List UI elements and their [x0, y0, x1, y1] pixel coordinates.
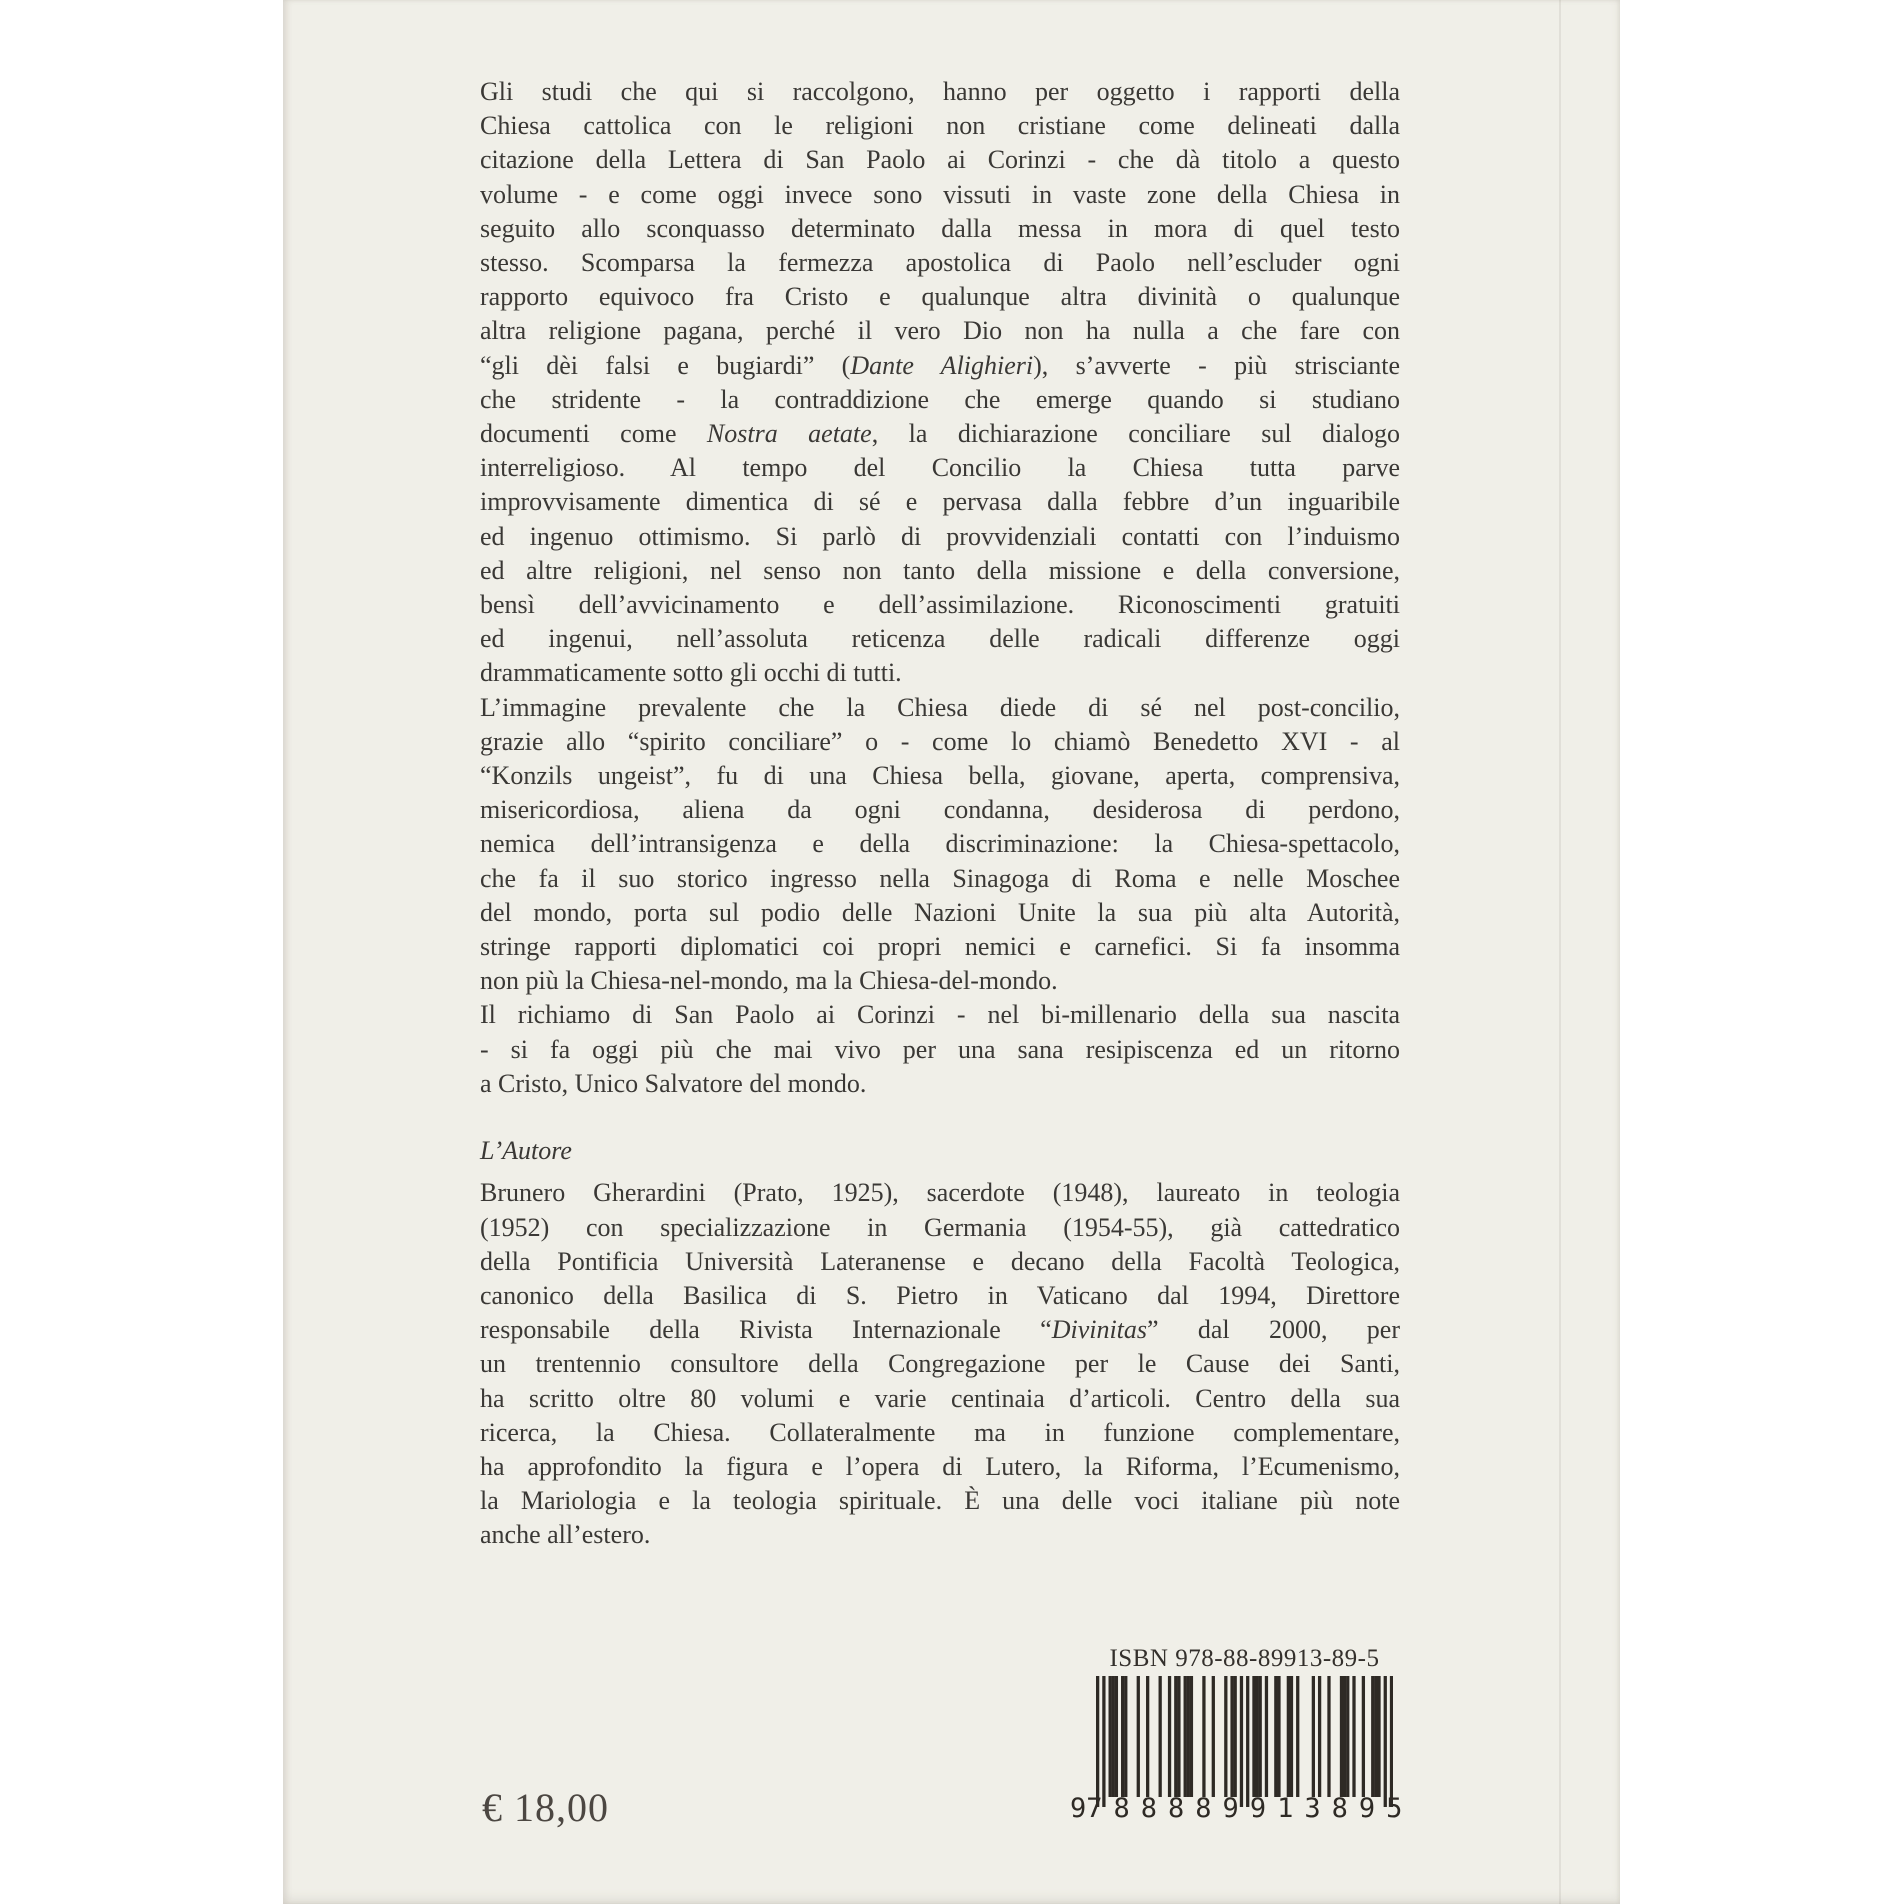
synopsis	[480, 75, 1400, 1101]
book-back-cover	[283, 0, 1620, 1904]
text-line: ed altre religioni, nel senso non tanto della missione e della conversione,	[480, 555, 1400, 585]
text-line: Il richiamo di San Paolo ai Corinzi - nel bi-millenario della sua nascita	[480, 1000, 1400, 1030]
text-line: drammaticamente sotto gli occhi di tutti.	[480, 658, 902, 688]
text-line: ha approfondito la figura e l’opera di Lutero, la Riforma, l’Ecumenismo,	[480, 1451, 1400, 1481]
author-section-heading: L’Autore	[480, 1136, 572, 1166]
text-line: un trentennio consultore della Congregazione per le Cause dei Santi,	[480, 1349, 1400, 1379]
text-line: altra religione pagana, perché il vero Dio non ha nulla a che fare con	[480, 316, 1400, 346]
text-line: “gli dèi falsi e bugiardi” (Dante Alighieri), s’avverte - più strisciante	[480, 350, 1400, 380]
paragraph	[480, 691, 1400, 999]
text-line: volume - e come oggi invece sono vissuti in vaste zone della Chiesa in	[480, 179, 1400, 209]
text-line: ed ingenuo ottimismo. Si parlò di provvidenziali contatti con l’induismo	[480, 521, 1400, 551]
barcode-digit-first: 9	[1070, 1793, 1087, 1824]
text-line: - si fa oggi più che mai vivo per una sana resipiscenza ed un ritorno	[480, 1034, 1400, 1064]
text-line: rapporto equivoco fra Cristo e qualunque altra divinità o qualunque	[480, 282, 1400, 312]
text-line: la Mariologia e la teologia spirituale. È una delle voci italiane più note	[480, 1486, 1400, 1516]
text-line: bensì dell’avvicinamento e dell’assimilazione. Riconoscimenti gratuiti	[480, 590, 1400, 620]
text-line: Gli studi che qui si raccolgono, hanno per oggetto i rapporti della	[480, 77, 1400, 106]
text-line: citazione della Lettera di San Paolo ai Corinzi - che dà titolo a questo	[480, 145, 1400, 175]
text-line: ha scritto oltre 80 volumi e varie centinaia d’articoli. Centro della sua	[480, 1383, 1400, 1413]
text-line: improvvisamente dimentica di sé e pervasa dalla febbre d’un inguaribile	[480, 487, 1400, 517]
text-line: stesso. Scomparsa la fermezza apostolica di Paolo nell’escluder ogni	[480, 248, 1400, 278]
barcode-digits-left-group: 788889	[1086, 1793, 1250, 1824]
paragraph	[480, 998, 1400, 1101]
text-line: documenti come Nostra aetate, la dichiarazione conciliare sul dialogo	[480, 419, 1400, 449]
text-line: “Konzils ungeist”, fu di una Chiesa bella, giovane, aperta, comprensiva,	[480, 761, 1400, 791]
text-line: grazie allo “spirito conciliare” o - come lo chiamò Benedetto XVI - al	[480, 726, 1400, 756]
text-line: Chiesa cattolica con le religioni non cristiane come delineati dalla	[480, 111, 1400, 141]
ean13-barcode	[1096, 1676, 1393, 1807]
price-label: € 18,00	[482, 1785, 609, 1830]
text-line: Brunero Gherardini (Prato, 1925), sacerdote (1948), laureato in teologia	[480, 1178, 1400, 1208]
text-line: (1952) con specializzazione in Germania (1954-55), già cattedratico	[480, 1212, 1400, 1242]
text-line: che fa il suo storico ingresso nella Sinagoga di Roma e nelle Moschee	[480, 863, 1400, 893]
paragraph	[480, 75, 1400, 691]
text-line: L’immagine prevalente che la Chiesa diede di sé nel post-concilio,	[480, 692, 1400, 722]
barcode-digits-right-group: 913895	[1249, 1793, 1414, 1824]
isbn-label: ISBN 978-88-89913-89-5	[1109, 1645, 1380, 1672]
barcode-block	[1070, 1645, 1414, 1824]
text-line: che stridente - la contraddizione che emerge quando si studiano	[480, 384, 1400, 414]
text-line: seguito allo sconquasso determinato dalla messa in mora di quel testo	[480, 213, 1400, 243]
text-line: anche all’estero.	[480, 1520, 651, 1550]
text-line: interreligioso. Al tempo del Concilio la Chiesa tutta parve	[480, 453, 1400, 483]
text-line: misericordiosa, aliena da ogni condanna, desiderosa di perdono,	[480, 795, 1400, 825]
text-line: della Pontificia Università Lateranense e decano della Facoltà Teologica,	[480, 1246, 1400, 1276]
text-line: non più la Chiesa-nel-mondo, ma la Chiesa-del-mondo.	[480, 966, 1058, 996]
cover-crease-line	[1559, 0, 1561, 1904]
text-line: ricerca, la Chiesa. Collateralmente ma in funzione complementare,	[480, 1417, 1400, 1447]
text-line: stringe rapporti diplomatici coi propri nemici e carnefici. Si fa insomma	[480, 932, 1400, 962]
back-cover-text-column	[480, 75, 1400, 1553]
text-line: canonico della Basilica di S. Pietro in Vaticano dal 1994, Direttore	[480, 1280, 1400, 1310]
barcode-digits	[1070, 1793, 1414, 1824]
text-line: a Cristo, Unico Salvatore del mondo.	[480, 1068, 867, 1098]
text-line: responsabile della Rivista Internazionale “Divinitas” dal 2000, per	[480, 1315, 1400, 1345]
author-bio	[480, 1176, 1400, 1552]
text-line: ed ingenui, nell’assoluta reticenza delle radicali differenze oggi	[480, 624, 1400, 654]
text-line: del mondo, porta sul podio delle Nazioni Unite la sua più alta Autorità,	[480, 897, 1400, 927]
text-line: nemica dell’intransigenza e della discriminazione: la Chiesa-spettacolo,	[480, 829, 1400, 859]
